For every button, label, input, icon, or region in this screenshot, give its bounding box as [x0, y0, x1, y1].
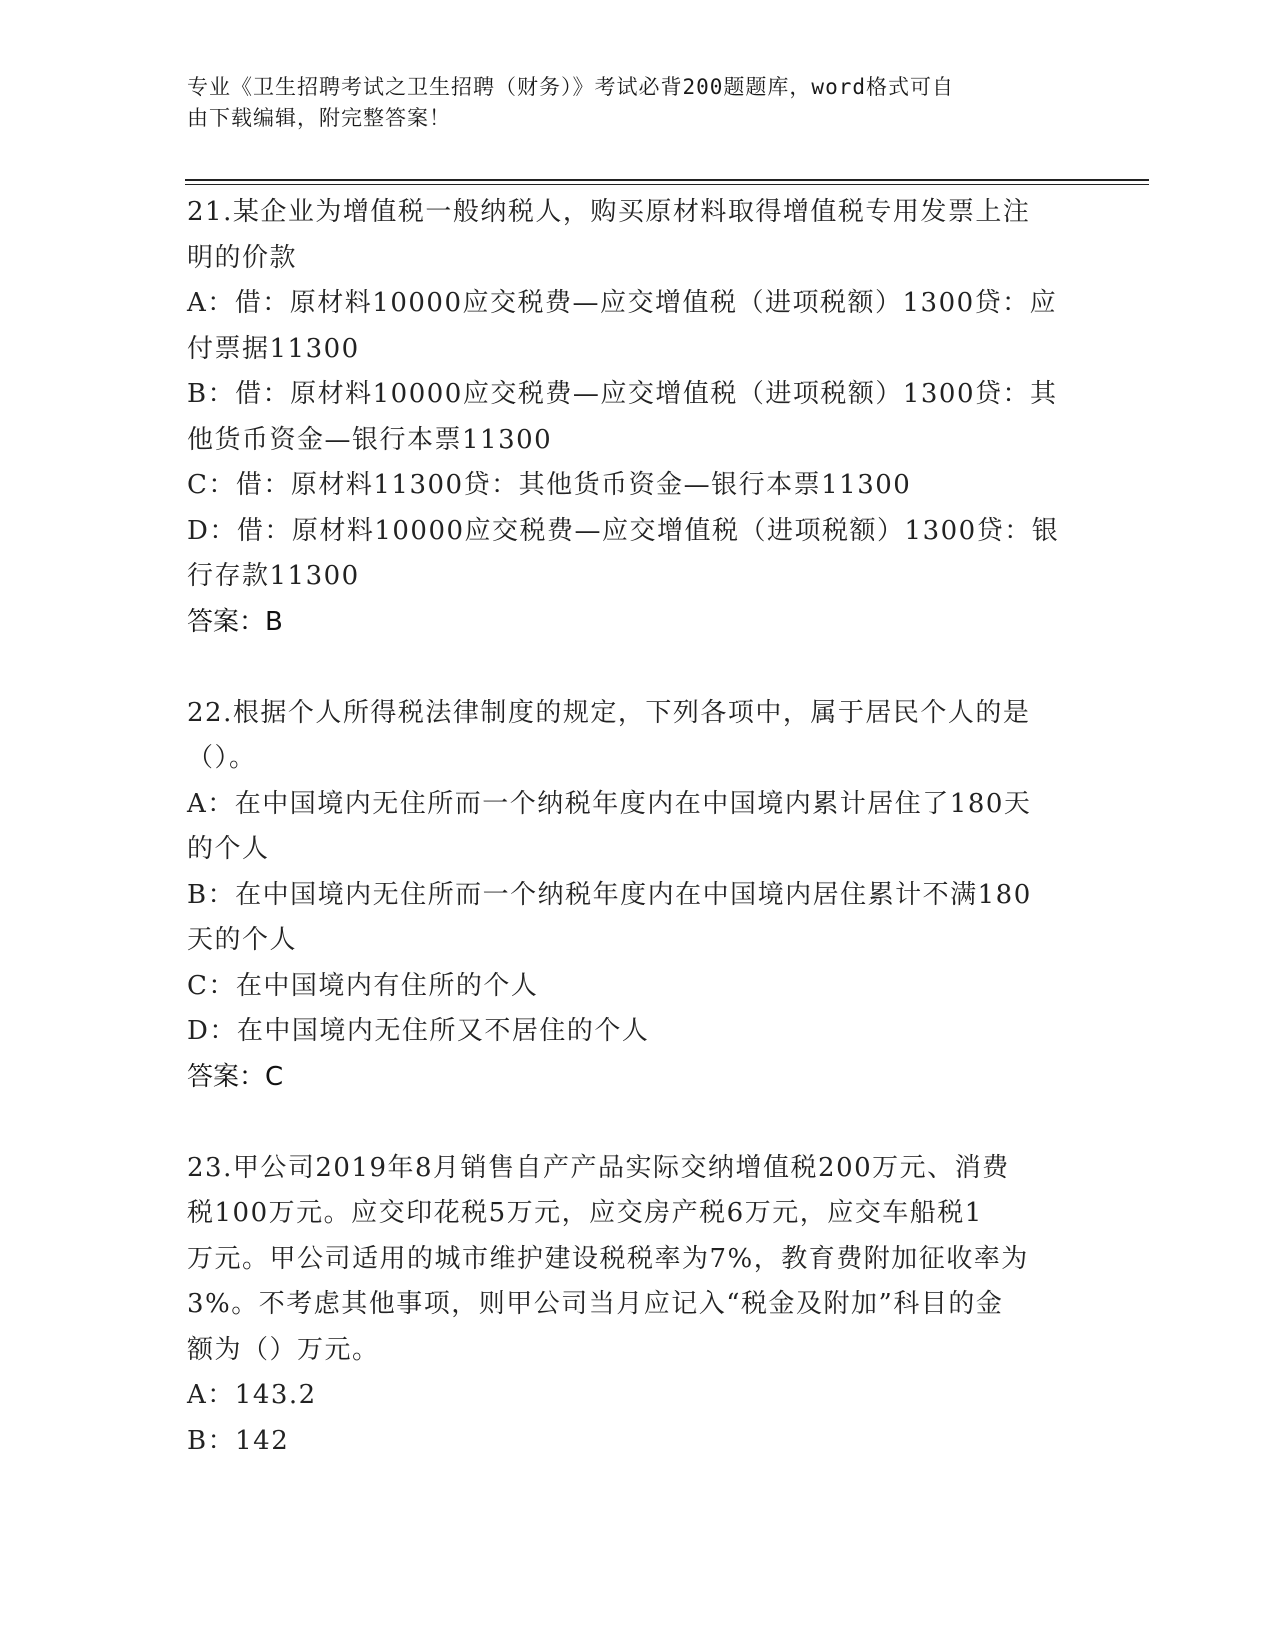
question-list: [187, 190, 1087, 1464]
option-b-continued: 天的个人: [187, 925, 298, 955]
answer-line: 答案：B: [187, 606, 283, 637]
question-stem-line: 3%。不考虑其他事项，则甲公司当月应记入“税金及附加”科目的金: [187, 1289, 1004, 1319]
question-stem-line: 明的价款: [187, 242, 298, 273]
spacer: [187, 645, 1087, 691]
question-stem-line: 额为（）万元。: [187, 1334, 380, 1365]
header-divider: [185, 179, 1149, 181]
question-stem-line: 23.甲公司2019年8月销售自产产品实际交纳增值税200万元、消费: [187, 1152, 1010, 1183]
spacer: [187, 1100, 1087, 1146]
document-header: [187, 72, 1067, 134]
option-b-continued: 他货币资金—银行本票11300: [187, 424, 553, 455]
option-d: D：在中国境内无住所又不居住的个人: [187, 1016, 650, 1046]
question-stem-line: 税100万元。应交印花税5万元，应交房产税6万元，应交车船税1: [187, 1198, 983, 1228]
option-d: D：借：原材料10000应交税费—应交增值税（进项税额）1300贷：银: [187, 515, 1060, 546]
question-stem-line: 21.某企业为增值税一般纳税人，购买原材料取得增值税专用发票上注: [187, 197, 1031, 227]
header-line: 由下载编辑，附完整答案！: [187, 106, 451, 130]
option-d-continued: 行存款11300: [187, 561, 360, 591]
question-stem-line: 22.根据个人所得税法律制度的规定，下列各项中，属于居民个人的是: [187, 697, 1031, 728]
question-21: [187, 190, 1087, 645]
option-b: B：142: [187, 1425, 290, 1456]
option-a-continued: 付票据11300: [187, 333, 360, 364]
question-stem-line: 万元。甲公司适用的城市维护建设税税率为7%，教育费附加征收率为: [187, 1243, 1029, 1274]
question-23: [187, 1146, 1087, 1465]
option-a: A：借：原材料10000应交税费—应交增值税（进项税额）1300贷：应: [187, 288, 1058, 318]
option-a: A：143.2: [187, 1380, 317, 1410]
option-b: B：借：原材料10000应交税费—应交增值税（进项税额）1300贷：其: [187, 379, 1058, 409]
option-a-continued: 的个人: [187, 834, 270, 864]
header-line: 专业《卫生招聘考试之卫生招聘（财务）》考试必背200题题库，word格式可自: [187, 75, 954, 99]
option-a: A：在中国境内无住所而一个纳税年度内在中国境内累计居住了180天: [187, 788, 1032, 819]
option-c: C：借：原材料11300贷：其他货币资金—银行本票11300: [187, 470, 912, 500]
option-c: C：在中国境内有住所的个人: [187, 970, 539, 1001]
answer-line: 答案：C: [187, 1061, 284, 1092]
header-divider-thin: [185, 184, 1149, 185]
option-b: B：在中国境内无住所而一个纳税年度内在中国境内居住累计不满180: [187, 879, 1032, 910]
question-stem-line: （）。: [187, 743, 257, 773]
question-22: [187, 691, 1087, 1101]
